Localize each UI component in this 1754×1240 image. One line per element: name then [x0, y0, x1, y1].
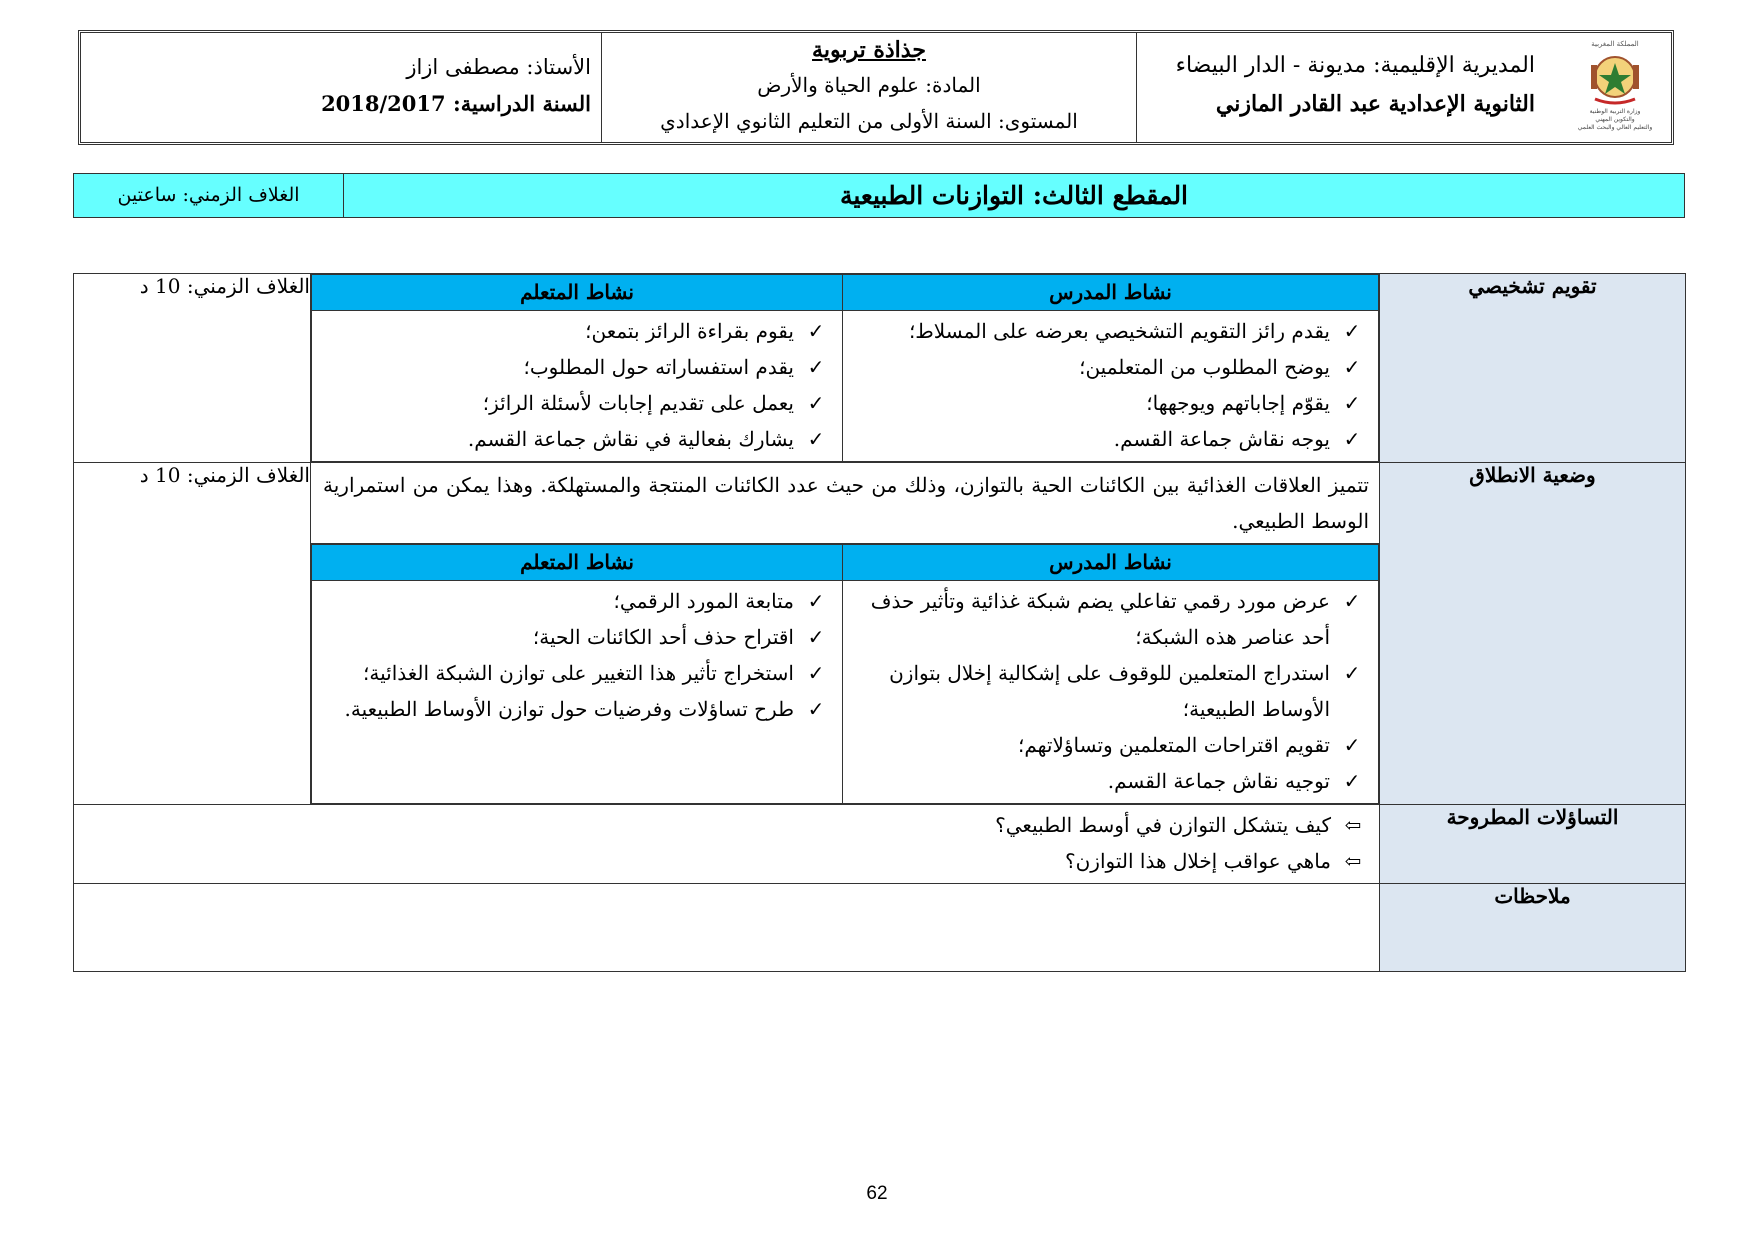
row-label-notes: ملاحظات [1380, 884, 1686, 972]
row-label-diagnostic: تقويم تشخيصي [1380, 274, 1686, 463]
list-item: ✓ يقوم بقراءة الرائز بتمعن؛ [316, 313, 832, 349]
check-icon: ✓ [807, 355, 825, 379]
check-icon: ✓ [1343, 733, 1361, 757]
unit-title: المقطع الثالث: التوازنات الطبيعية [343, 174, 1684, 217]
list-item: ✓ يوضح المطلوب من المتعلمين؛ [847, 349, 1368, 385]
arrow-left-icon: ⇦ [1344, 849, 1362, 873]
unit-time: الغلاف الزمني: ساعتين [117, 184, 300, 206]
list-item: ✓ يعمل على تقديم إجابات لأسئلة الرائز؛ [316, 385, 832, 421]
table-row-launch [74, 463, 1686, 805]
svg-text:وزارة التربية الوطنية: وزارة التربية الوطنية [1589, 108, 1641, 115]
check-icon: ✓ [1343, 391, 1361, 415]
list-item: ✓ يقدم استفساراته حول المطلوب؛ [316, 349, 832, 385]
check-icon: ✓ [807, 427, 825, 451]
notes-cell [74, 884, 1380, 972]
check-icon: ✓ [807, 625, 825, 649]
check-icon: ✓ [807, 661, 825, 685]
check-icon: ✓ [1343, 769, 1361, 793]
row-label-questions: التساؤلات المطروحة [1380, 805, 1686, 884]
launch-time: الغلاف الزمني: 10 د [74, 463, 311, 805]
launch-learner-list [312, 581, 842, 731]
check-icon: ✓ [807, 697, 825, 721]
check-icon: ✓ [1343, 589, 1361, 613]
list-item: ✓ استخراج تأثير هذا التغيير على توازن الشبكة الغذائية؛ [316, 655, 832, 691]
header-teacher [81, 33, 601, 142]
diagnostic-time: الغلاف الزمني: 10 د [74, 274, 311, 463]
check-icon: ✓ [1343, 319, 1361, 343]
list-item: ✓ اقتراح حذف أحد الكائنات الحية؛ [316, 619, 832, 655]
list-item: ✓ متابعة المورد الرقمي؛ [316, 583, 832, 619]
document-header [78, 30, 1674, 145]
table-row-diagnostic [74, 274, 1686, 463]
list-item: ✓ طرح تساؤلات وفرضيات حول توازن الأوساط الطبيعية. [316, 691, 832, 727]
lesson-table [73, 273, 1686, 972]
teacher-name: الأستاذ: مصطفى ازاز [406, 55, 591, 79]
svg-text:والتعليم العالي والبحث العلمي: والتعليم العالي والبحث العلمي [1577, 124, 1653, 131]
check-icon: ✓ [1343, 355, 1361, 379]
list-item: ⇦ ماهي عواقب إخلال هذا التوازن؟ [78, 843, 1369, 879]
list-item: ✓ عرض مورد رقمي تفاعلي يضم شبكة غذائية وتأثير حذف أحد عناصر هذه الشبكة؛ [847, 583, 1368, 655]
list-item: ✓ يقوّم إجاباتهم ويوجهها؛ [847, 385, 1368, 421]
list-item: ✓ يشارك بفعالية في نقاش جماعة القسم. [316, 421, 832, 457]
subject: المادة: علوم الحياة والأرض [757, 73, 981, 97]
school-year: السنة الدراسية: 2018/2017 [321, 91, 591, 116]
arrow-left-icon: ⇦ [1344, 813, 1362, 837]
svg-text:والتكوين المهني: والتكوين المهني [1595, 116, 1635, 123]
learner-activity-header: نشاط المتعلم [312, 275, 842, 311]
level: المستوى: السنة الأولى من التعليم الثانوي الإعدادي [660, 109, 1078, 133]
table-row-notes [74, 884, 1686, 972]
check-icon: ✓ [807, 391, 825, 415]
row-label-launch: وضعية الانطلاق [1380, 463, 1686, 805]
regional-direction: المديرية الإقليمية: مديونة - الدار البيضاء [1175, 53, 1535, 78]
table-row-questions [74, 805, 1686, 884]
school-name: الثانوية الإعدادية عبد القادر المازني [1215, 91, 1535, 117]
list-item: ✓ استدراج المتعلمين للوقوف على إشكالية إخلال بتوازن الأوساط الطبيعية؛ [847, 655, 1368, 727]
learner-activity-header: نشاط المتعلم [312, 545, 842, 581]
launch-intro: تتميز العلاقات الغذائية بين الكائنات الحية بالتوازن، وذلك من حيث عدد الكائنات المنتجة والمستهلكة. وهذا يمكن من استمرارية الوسط الطبيعي. [311, 463, 1379, 544]
check-icon: ✓ [807, 319, 825, 343]
moroccan-emblem-logo [1565, 37, 1665, 137]
check-icon: ✓ [807, 589, 825, 613]
header-institution [1136, 33, 1671, 142]
launch-activities [311, 463, 1380, 805]
list-item: ✓ توجيه نقاش جماعة القسم. [847, 763, 1368, 799]
diagnostic-teacher-list [843, 311, 1378, 461]
teacher-activity-header: نشاط المدرس [843, 275, 1378, 311]
list-item: ✓ يقدم رائز التقويم التشخيصي بعرضه على المسلاط؛ [847, 313, 1368, 349]
list-item: ⇦ كيف يتشكل التوازن في أوسط الطبيعي؟ [78, 807, 1369, 843]
sheet-title: جذاذة تربوية [812, 37, 926, 63]
check-icon: ✓ [1343, 427, 1361, 451]
questions-list [74, 805, 1379, 883]
diagnostic-activities [311, 274, 1380, 463]
list-item: ✓ يوجه نقاش جماعة القسم. [847, 421, 1368, 457]
questions-cell [74, 805, 1380, 884]
diagnostic-learner-list [312, 311, 842, 461]
list-item: ✓ تقويم اقتراحات المتعلمين وتساؤلاتهم؛ [847, 727, 1368, 763]
check-icon: ✓ [1343, 661, 1361, 685]
svg-text:المملكة المغربية: المملكة المغربية [1591, 40, 1639, 48]
teacher-activity-header: نشاط المدرس [843, 545, 1378, 581]
unit-title-bar [73, 173, 1685, 218]
header-subject [601, 33, 1136, 142]
launch-teacher-list [843, 581, 1378, 803]
page-number: 62 [866, 1183, 888, 1204]
